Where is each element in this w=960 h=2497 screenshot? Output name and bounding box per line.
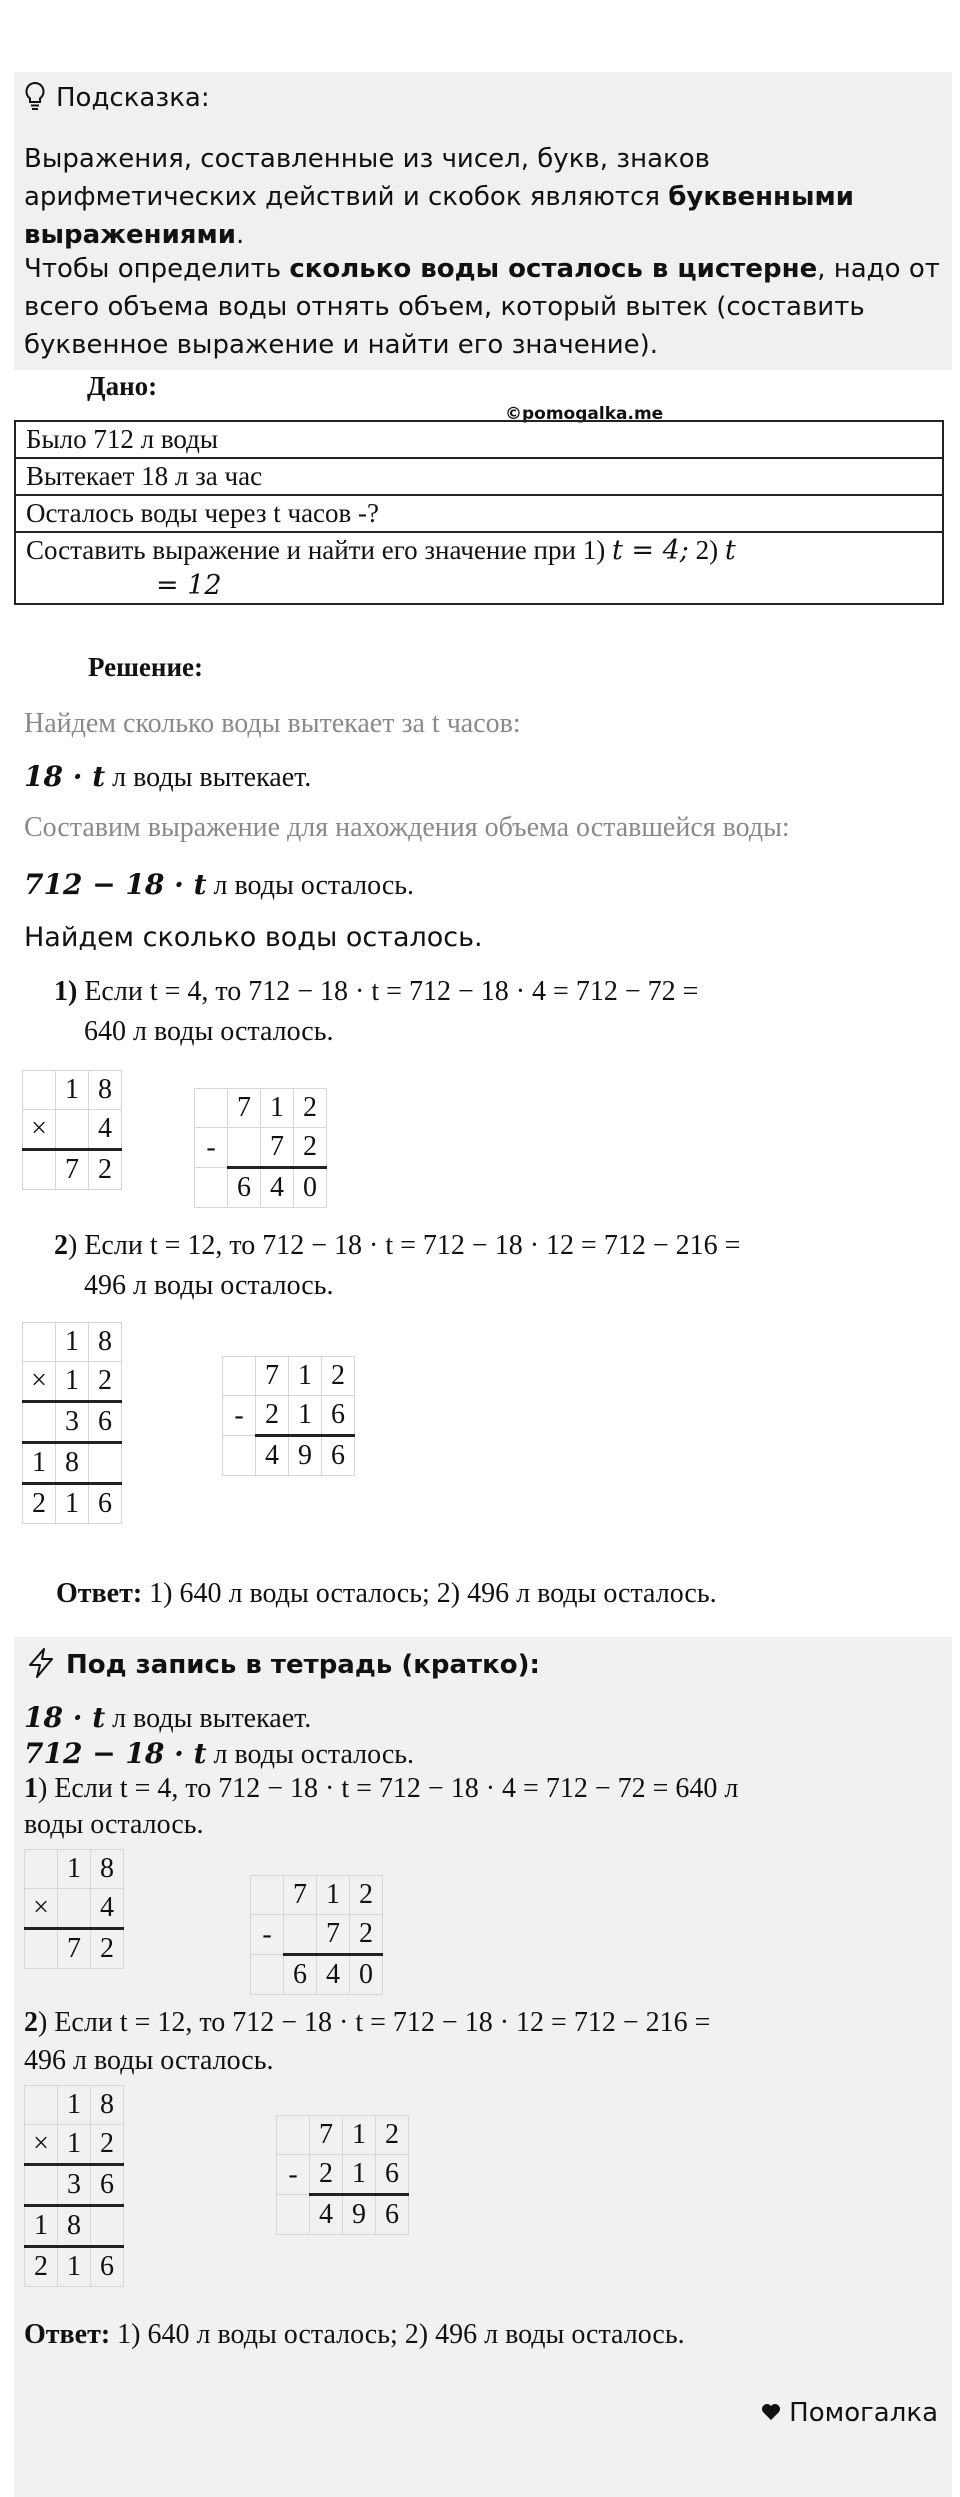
grid-cell [23,1323,56,1362]
subtraction-grid-2 [222,1356,355,1476]
expression-leak: 18 · t л воды вытекает. [24,760,312,793]
grid-cell: 7 [284,1876,317,1915]
case-2-line-2: 496 л воды осталось. [84,1270,334,1301]
grid-cell: 2 [350,1876,383,1915]
case-1-line-1: 1) Если t = 4, то 712 − 18 · t = 712 − 18 · 4 = 712 − 72 = [54,976,699,1007]
notebook-case-1-line-2: воды осталось. [24,1809,204,1840]
notebook-box [14,1637,952,2497]
grid-cell: 6 [322,1436,355,1476]
grid-cell: 1 [289,1396,322,1436]
grid-cell [58,1889,91,1929]
grid-cell: 8 [56,1443,89,1484]
grid-cell: 7 [228,1089,261,1128]
grid-cell: 4 [317,1955,350,1995]
notebook-title: Под запись в тетрадь (кратко): [66,1650,540,1680]
grid-cell [251,1955,284,1995]
grid-cell: × [23,1110,56,1150]
grid-cell: 1 [23,1443,56,1484]
grid-cell: 6 [228,1168,261,1208]
grid-cell: 1 [343,2116,376,2155]
grid-cell: 4 [261,1168,294,1208]
grid-cell: 4 [91,1889,124,1929]
grid-cell: 2 [322,1357,355,1396]
answer: Ответ: 1) 640 л воды осталось; 2) 496 л воды осталось. [56,1578,717,1609]
grid-cell: 0 [294,1168,327,1208]
grid-cell [23,1071,56,1110]
given-task-row: Составить выражение и найти его значение при 1) t = 4; 2) t = 12 [15,532,943,604]
grid-cell: 6 [89,1484,122,1524]
subtraction-grid-1 [194,1088,327,1208]
grid-cell [25,2086,58,2125]
notebook-subtraction-grid-1 [250,1875,383,1995]
grid-cell: 9 [289,1436,322,1476]
notebook-multiplication-grid-1 [24,1849,124,1969]
multiplication-grid-1 [22,1070,122,1190]
grid-cell [228,1128,261,1168]
grid-cell: 7 [58,1929,91,1969]
grid-cell: - [223,1396,256,1436]
heart-icon [761,2398,781,2428]
grid-cell: 8 [89,1071,122,1110]
grid-cell: 3 [58,2165,91,2206]
grid-cell: 2 [91,1929,124,1969]
grid-cell [195,1168,228,1208]
given-row: Осталось воды через t часов -? [15,495,943,532]
grid-cell: 7 [310,2116,343,2155]
grid-cell [277,2116,310,2155]
grid-cell: 2 [89,1362,122,1402]
grid-cell: 2 [91,2125,124,2165]
grid-cell: 4 [310,2195,343,2235]
hint-paragraph-1: Выражения, составленные из чисел, букв, знаков арифметических действий и скобок являются буквенными выражениями. [24,144,854,250]
notebook-header [26,1641,540,1689]
grid-cell [25,1850,58,1889]
solution-step-2: Составим выражение для нахождения объема оставшейся воды: [24,812,790,843]
grid-cell: 1 [56,1484,89,1524]
grid-cell: 7 [56,1150,89,1190]
notebook-multiplication-grid-2 [24,2085,124,2287]
grid-cell [277,2195,310,2235]
grid-cell: 2 [23,1484,56,1524]
expression-remaining: 712 − 18 · t л воды осталось. [24,868,415,901]
solution-label: Решение: [88,652,203,682]
notebook-case-2-line-1: 2) Если t = 12, то 712 − 18 · t = 712 − 18 · 12 = 712 − 216 = [24,2007,711,2038]
notebook-expression-leak: 18 · t л воды вытекает. [24,1701,312,1734]
grid-cell: 1 [289,1357,322,1396]
grid-cell: 2 [376,2116,409,2155]
footer-brand [761,2398,938,2428]
grid-cell: 4 [89,1110,122,1150]
grid-cell: 2 [350,1915,383,1955]
grid-cell: - [195,1128,228,1168]
grid-cell [89,1443,122,1484]
grid-cell: 7 [256,1357,289,1396]
grid-cell [223,1357,256,1396]
grid-cell: × [25,1889,58,1929]
grid-cell: 1 [56,1323,89,1362]
grid-cell: 6 [91,2165,124,2206]
case-1-line-2: 640 л воды осталось. [84,1016,334,1047]
grid-cell: 1 [317,1876,350,1915]
lightning-icon [26,1647,56,1683]
hint-box [14,72,952,370]
brand-name: Помогалка [789,2398,938,2428]
grid-cell: 7 [261,1128,294,1168]
grid-cell [251,1876,284,1915]
case-2-line-1: 2) Если t = 12, то 712 − 18 · t = 712 − 18 · 12 = 712 − 216 = [54,1230,741,1261]
grid-cell: 6 [376,2155,409,2195]
grid-cell: 6 [91,2247,124,2287]
grid-cell [25,1929,58,1969]
notebook-subtraction-grid-2 [276,2115,409,2235]
grid-cell: 1 [58,1850,91,1889]
grid-cell [223,1436,256,1476]
grid-cell: - [251,1915,284,1955]
notebook-case-1-line-1: 1) Если t = 4, то 712 − 18 · t = 712 − 18 · 4 = 712 − 72 = 640 л [24,1773,739,1804]
grid-cell [91,2206,124,2247]
grid-cell [23,1150,56,1190]
grid-cell [195,1089,228,1128]
grid-cell: 1 [343,2155,376,2195]
multiplication-grid-2 [22,1322,122,1524]
solution-step-1: Найдем сколько воды вытекает за t часов: [24,708,521,739]
grid-cell: 8 [91,1850,124,1889]
grid-cell: 8 [91,2086,124,2125]
grid-cell: 0 [350,1955,383,1995]
given-table [14,420,944,605]
grid-cell: 6 [376,2195,409,2235]
grid-cell: 6 [89,1402,122,1443]
grid-cell: 3 [56,1402,89,1443]
solution-step-3: Найдем сколько воды осталось. [24,922,483,953]
grid-cell: - [277,2155,310,2195]
grid-cell: 2 [294,1128,327,1168]
grid-cell: 2 [294,1089,327,1128]
grid-cell: 8 [89,1323,122,1362]
grid-cell: 1 [25,2206,58,2247]
grid-cell: 1 [58,2125,91,2165]
grid-cell [284,1915,317,1955]
hint-header [24,78,210,118]
grid-cell: 1 [58,2086,91,2125]
grid-cell: 4 [256,1436,289,1476]
grid-cell: 2 [89,1150,122,1190]
grid-cell: 2 [25,2247,58,2287]
grid-cell: 1 [56,1071,89,1110]
grid-cell: × [23,1362,56,1402]
hint-paragraph-2: Чтобы определить сколько воды осталось в цистерне, надо от всего объема воды отнять объем, который вытек (составить буквенное выражение и найти его значение). [24,254,940,360]
grid-cell: 1 [58,2247,91,2287]
grid-cell: 2 [310,2155,343,2195]
grid-cell [25,2165,58,2206]
notebook-answer: Ответ: 1) 640 л воды осталось; 2) 496 л воды осталось. [24,2319,685,2350]
grid-cell: 6 [284,1955,317,1995]
hint-title: Подсказка: [56,83,210,113]
grid-cell: 6 [322,1396,355,1436]
grid-cell: 7 [317,1915,350,1955]
grid-cell: 8 [58,2206,91,2247]
lightbulb-icon [24,81,46,115]
grid-cell: 2 [256,1396,289,1436]
given-row: Вытекает 18 л за час [15,458,943,495]
grid-cell [23,1402,56,1443]
grid-cell: 1 [56,1362,89,1402]
grid-cell [56,1110,89,1150]
grid-cell: × [25,2125,58,2165]
given-row: Было 712 л воды [15,421,943,458]
notebook-case-2-line-2: 496 л воды осталось. [24,2045,274,2076]
grid-cell: 9 [343,2195,376,2235]
watermark: ©pomogalka.me [505,404,664,424]
given-label: Дано: [87,371,158,401]
notebook-expression-remaining: 712 − 18 · t л воды осталось. [24,1737,415,1770]
grid-cell: 1 [261,1089,294,1128]
